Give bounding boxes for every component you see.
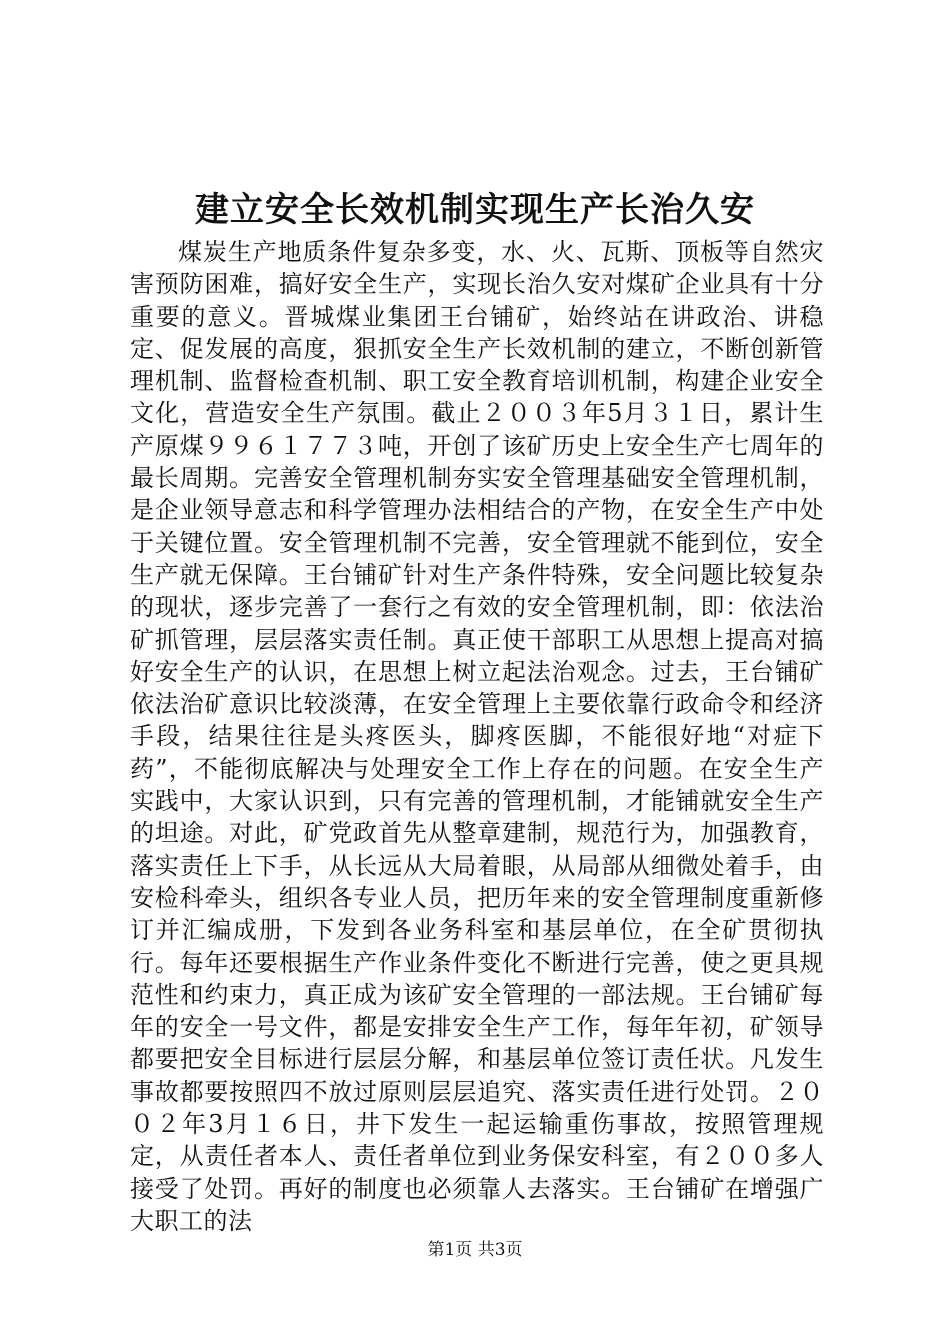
document-body-paragraph: 煤炭生产地质条件复杂多变，水、火、瓦斯、顶板等自然灾害预防困难，搞好安全生产，实现长治久安对煤矿企业具有十分重要的意义。晋城煤业集团王台铺矿，始终站在讲政治、讲稳定、促发展的高度，狠抓安全生产长效机制的建立，不断创新管理机制、监督检查机制、职工安全教育培训机制，构建企业安全文化，营造安全生产氛围。截止２００３年5月３１日，累计生产原煤９９６１７７３吨，开创了该矿历史上安全生产七周年的最长周期。完善安全管理机制夯实安全管理基础安全管理机制，是企业领导意志和科学管理办法相结合的产物，在安全生产中处于关键位置。安全管理机制不完善，安全管理就不能到位，安全生产就无保障。王台铺矿针对生产条件特殊，安全问题比较复杂的现状，逐步完善了一套行之有效的安全管理机制，即：依法治矿抓管理，层层落实责任制。真正使干部职工从思想上提高对搞好安全生产的认识，在思想上树立起法治观念。过去，王台铺矿依法治矿意识比较淡薄，在安全管理上主要依靠行政命令和经济手段，结果往往是头疼医头，脚疼医脚，不能很好地“对症下药”，不能彻底解决与处理安全工作上存在的问题。在安全生产实践中，大家认识到，只有完善的管理机制，才能铺就安全生产的坦途。对此，矿党政首先从整章建制，规范行为，加强教育，落实责任上下手，从长远从大局着眼，从局部从细微处着手，由安检科牵头，组织各专业人员，把历年来的安全管理制度重新修订并汇编成册，下发到各业务科室和基层单位，在全矿贯彻执行。每年还要根据生产作业条件变化不断进行完善，使之更具规范性和约束力，真正成为该矿安全管理的一部法规。王台铺矿每年的安全一号文件，都是安排安全生产工作，每年年初，矿领导都要把安全目标进行层层分解，和基层单位签订责任状。凡发生事故都要按照四不放过原则层层追究、落实责任进行处罚。２００２年3月１６日，井下发生一起运输重伤事故，按照管理规定，从责任者本人、责任者单位到业务保安科室，有２００多人接受了处罚。再好的制度也必须靠人去落实。王台铺矿在增强广大职工的法: [130, 238, 824, 1235]
page-footer: 第1页 共3页: [427, 1240, 523, 1260]
document-title: 建立安全长效机制实现生产长治久安: [195, 190, 755, 230]
